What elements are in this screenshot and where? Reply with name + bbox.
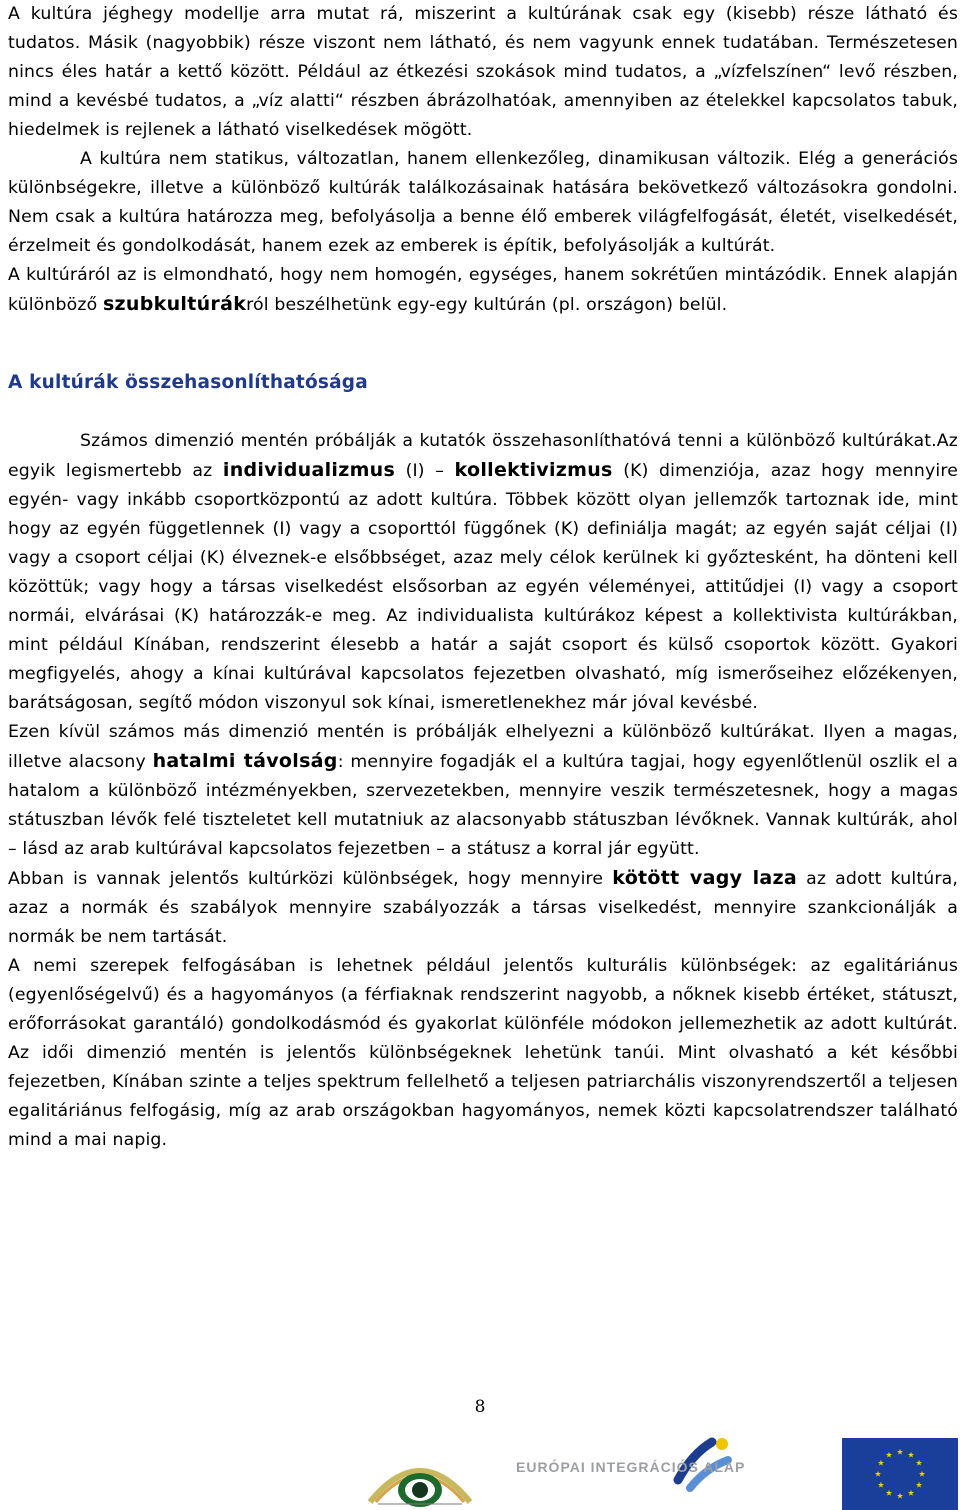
office-seal-logo-icon [364,1444,476,1508]
paragraph-subculture: A kultúráról az is elmondható, hogy nem homogén, egységes, hanem sokrétűen mintázódik. Ennek alapján különböző szubkultúrákról beszélhetünk egy-egy kultúrán (pl. országon) belül. [8,265,958,315]
term-power-distance: hatalmi távolság [152,750,338,772]
term-individualism: individualizmus [222,459,396,481]
page-number: 8 [474,1397,486,1417]
paragraph-power-distance: Ezen kívül számos más dimenzió mentén is próbálják elhelyezni a különböző kultúrákat. Ilyen a magas, illetve alacsony hatalmi távolság: mennyire fogadják el a kultúra tagjai, hogy egyenlőtlenül oszlik el a hatalom a különböző intézményekben, szervezetekben, mennyire veszik természetesnek, hogy a magas státuszban lévők felé tiszteletet kell mutatniuk az alacsonyabb státuszban lévőknek. Vannak kultúrák, ahol – lásd az arab kultúrával kapcsolatos fejezetben – a státusz a korral jár együtt. [8,722,958,859]
term-collectivism: kollektivizmus [454,459,613,481]
paragraph-dynamic: A kultúra nem statikus, változatlan, hanem ellenkezőleg, dinamikusan változik. Elég a generációs különbségekre, illetve a különböző kultúrák találkozásainak hatására bekövetkező változásokra gondolni. Nem csak a kultúra határozza meg, befolyásolja a benne élő emberek világfelfogását, életét, viselkedését, érzelmeit és gondolkodását, hanem ezek az emberek is építik, befolyásolják a kultúrát. [8,149,958,256]
term-subculture: szubkultúrák [102,293,247,315]
paragraph-iceberg: A kultúra jéghegy modellje arra mutat rá, miszerint a kultúrának csak egy (kisebb) része látható és tudatos. Másik (nagyobbik) része viszont nem látható, és nem vagyunk ennek tudatában. Természetesen nincs éles határ a kettő között. Például az étkezési szokások mind tudatos, a „vízfelszínen“ levő részben, mind a kevésbé tudatos, a „víz alatti“ részben ábrázolhatóak, amennyiben az ételekkel kapcsolatos tabuk, hiedelmek is rejlenek a látható viselkedések mögött. [8,4,958,140]
european-integration-fund-logo [516,1446,816,1496]
term-tight-loose: kötött vagy laza [612,867,798,889]
footer-logos [0,1430,960,1510]
paragraph-tight-loose: Abban is vannak jelentős kultúrközi különbségek, hogy mennyire kötött vagy laza az adott kultúra, azaz a normák és szabályok mennyire szabályozzák a társas viselkedést, mennyire szankcionálják a normák be nem tartását. [8,867,959,947]
eia-logo-text: EURÓPAI INTEGRÁCIÓS ALAP [516,1459,746,1475]
section-heading: A kultúrák összehasonlíthatósága [8,372,368,393]
paragraph-individualism: Számos dimenzió mentén próbálják a kutatók összehasonlíthatóvá tenni a különböző kultúrákat.Az egyik legismertebb az individualizmus (I) – kollektivizmus (K) dimenziója, azaz hogy mennyire egyén- vagy inkább csoportközpontú az adott kultúra. Többek között olyan jellemzők tartoznak ide, mint hogy az egyén függetlennek (I) vagy a csoporttól függőnek (K) definiálja magát; az egyén saját céljai (I) vagy a csoport céljai (K) élveznek-e elsőbbséget, azaz mely célok kerülnek ki győztesként, ha dönteni kell közöttük; vagy hogy a társas viselkedést elsősorban az egyén véleményei, attitűdjei (I) vagy a csoport normái, elvárásai (K) határozzák-e meg. Az individualista kultúrákoz képest a kollektivista kultúrákban, mint például Kínában, rendszerint élesebb a határ a saját csoport és külső csoportok között. Gyakori megfigyelés, ahogy a kínai kultúrával kapcsolatos fejezetben olvasható, míg ismerőseihez előzékenyen, barátságosan, segítő módon viszonyul sok kínai, ismeretlenekhez már jóval kevésbé. [8,431,958,713]
paragraph-gender-roles: A nemi szerepek felfogásában is lehetnek például jelentős kulturális különbségek: az egalitáriánus (egyenlőségelvű) és a hagyományos (a férfiaknak rendszerint nagyobb, a nőknek kisebb értéket, státuszt, erőforrásokat garantáló) gondolkodásmód és gyakorlat különféle módokon jellemezhetik az adott kultúrát. Az idői dimenzió mentén is jelentős különbségeknek lehetünk tanúi. Mint olvasható a két későbbi fejezetben, Kínában szinte a teljes spektrum fellelhető a teljesen patriarchális viszonyrendszertől a teljesen egalitáriánus felfogásig, míg az arab országokban hagyományos, nemek közti kapcsolatrendszer található mind a mai napig. [8,956,958,1150]
eu-flag-icon [842,1438,958,1510]
document-body [8,0,958,1155]
